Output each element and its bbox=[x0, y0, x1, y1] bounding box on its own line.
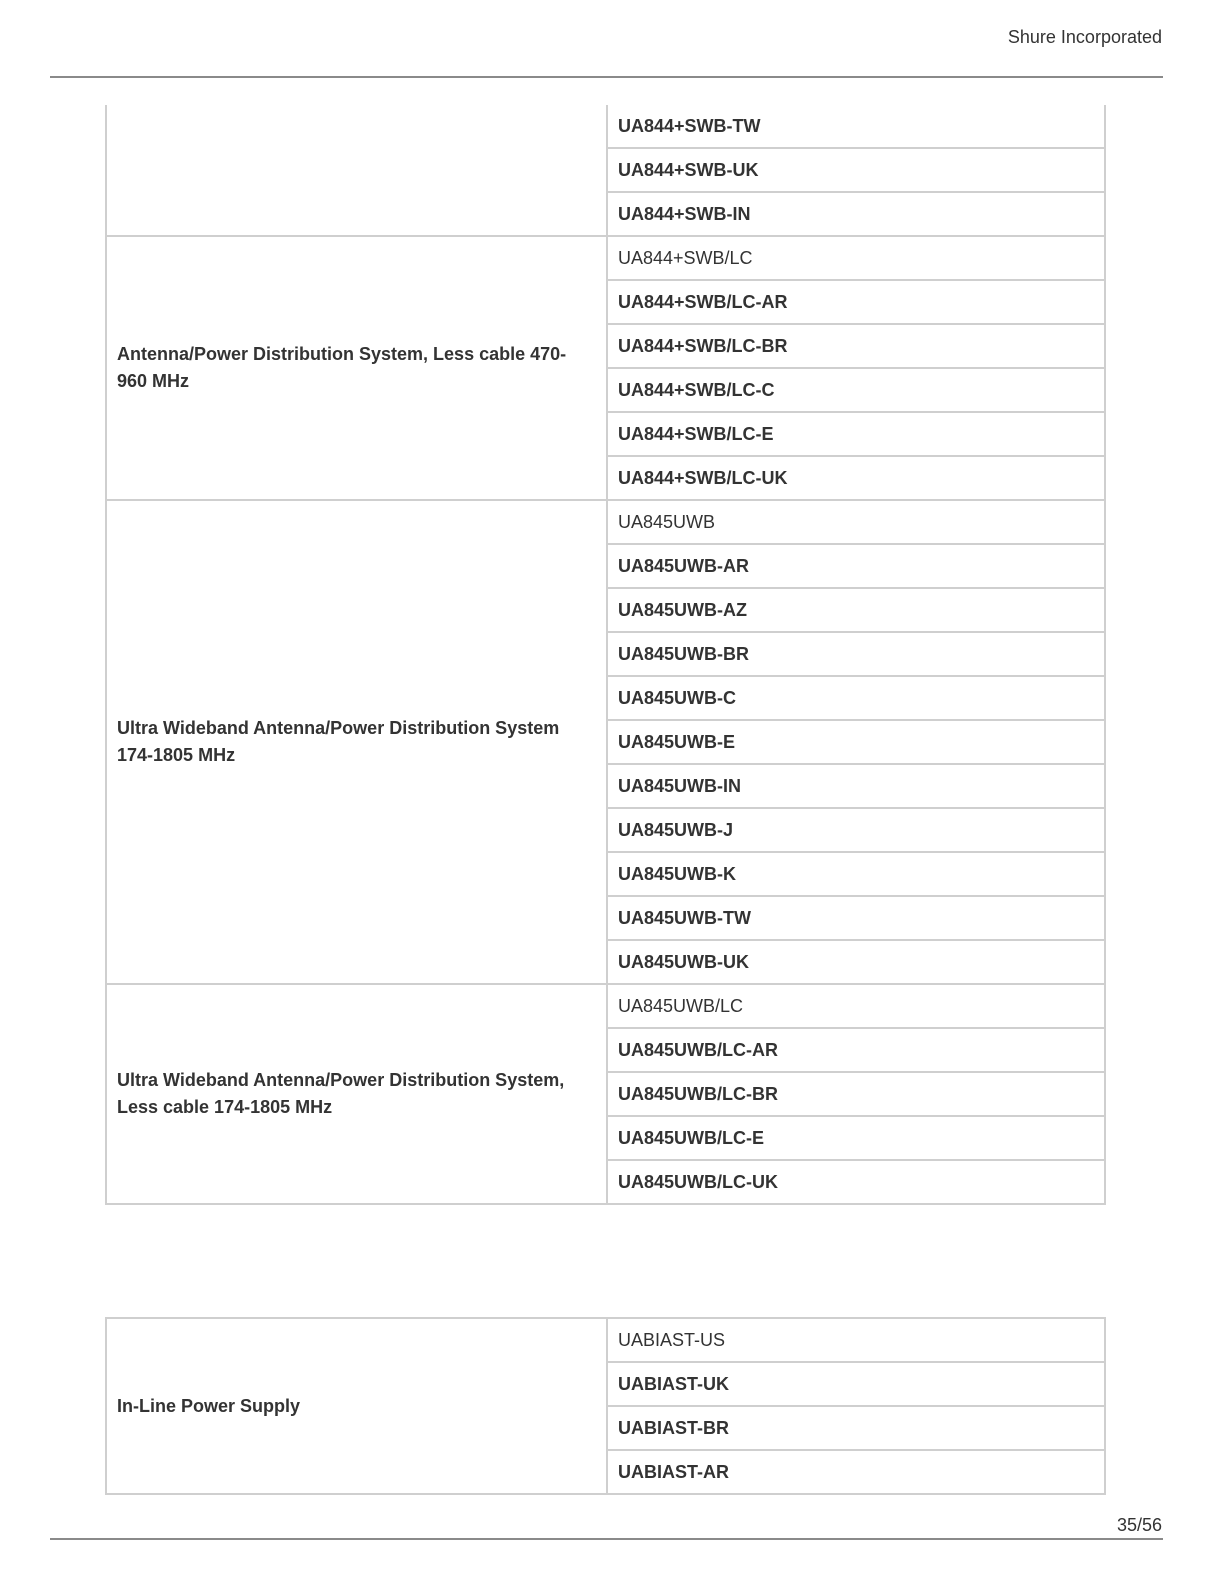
header-divider bbox=[50, 76, 1163, 78]
model-number: UA845UWB-AZ bbox=[607, 588, 1105, 632]
model-number: UA845UWB-IN bbox=[607, 764, 1105, 808]
model-number: UA845UWB-E bbox=[607, 720, 1105, 764]
table-row bbox=[106, 236, 1105, 280]
product-description bbox=[106, 105, 607, 236]
model-number: UA844+SWB-UK bbox=[607, 148, 1105, 192]
model-number: UA845UWB-BR bbox=[607, 632, 1105, 676]
model-number: UA844+SWB/LC-AR bbox=[607, 280, 1105, 324]
product-description: Antenna/Power Distribution System, Less cable 470-960 MHz bbox=[106, 236, 607, 500]
table-row bbox=[106, 984, 1105, 1028]
model-number: UABIAST-BR bbox=[607, 1406, 1105, 1450]
model-number: UA845UWB-UK bbox=[607, 940, 1105, 984]
model-number: UA844+SWB/LC-UK bbox=[607, 456, 1105, 500]
model-number: UA845UWB-AR bbox=[607, 544, 1105, 588]
model-number: UA844+SWB-IN bbox=[607, 192, 1105, 236]
model-number: UA844+SWB/LC-E bbox=[607, 412, 1105, 456]
model-number: UABIAST-AR bbox=[607, 1450, 1105, 1494]
model-number: UABIAST-UK bbox=[607, 1362, 1105, 1406]
table-row bbox=[106, 105, 1105, 148]
model-number: UA844+SWB-TW bbox=[607, 105, 1105, 148]
product-description: Ultra Wideband Antenna/Power Distribution System 174-1805 MHz bbox=[106, 500, 607, 984]
product-description: Ultra Wideband Antenna/Power Distribution System, Less cable 174-1805 MHz bbox=[106, 984, 607, 1204]
model-number: UA845UWB/LC bbox=[607, 984, 1105, 1028]
model-number: UA844+SWB/LC-BR bbox=[607, 324, 1105, 368]
header-company-name: Shure Incorporated bbox=[1007, 27, 1162, 47]
model-number: UA844+SWB/LC-C bbox=[607, 368, 1105, 412]
power-supply-table bbox=[105, 1317, 1106, 1495]
model-number: UA845UWB/LC-E bbox=[607, 1116, 1105, 1160]
model-number: UA845UWB/LC-UK bbox=[607, 1160, 1105, 1204]
model-number: UA845UWB/LC-AR bbox=[607, 1028, 1105, 1072]
parts-table bbox=[105, 105, 1106, 1205]
model-number: UA845UWB/LC-BR bbox=[607, 1072, 1105, 1116]
model-number: UA845UWB bbox=[607, 500, 1105, 544]
product-description: In-Line Power Supply bbox=[106, 1318, 607, 1494]
model-number: UABIAST-US bbox=[607, 1318, 1105, 1362]
page-number: 35/56 bbox=[1116, 1515, 1162, 1535]
table-row bbox=[106, 1318, 1105, 1362]
model-number: UA845UWB-K bbox=[607, 852, 1105, 896]
model-number: UA845UWB-C bbox=[607, 676, 1105, 720]
model-number: UA844+SWB/LC bbox=[607, 236, 1105, 280]
footer-divider bbox=[50, 1538, 1163, 1540]
model-number: UA845UWB-TW bbox=[607, 896, 1105, 940]
table-row bbox=[106, 500, 1105, 544]
model-number: UA845UWB-J bbox=[607, 808, 1105, 852]
